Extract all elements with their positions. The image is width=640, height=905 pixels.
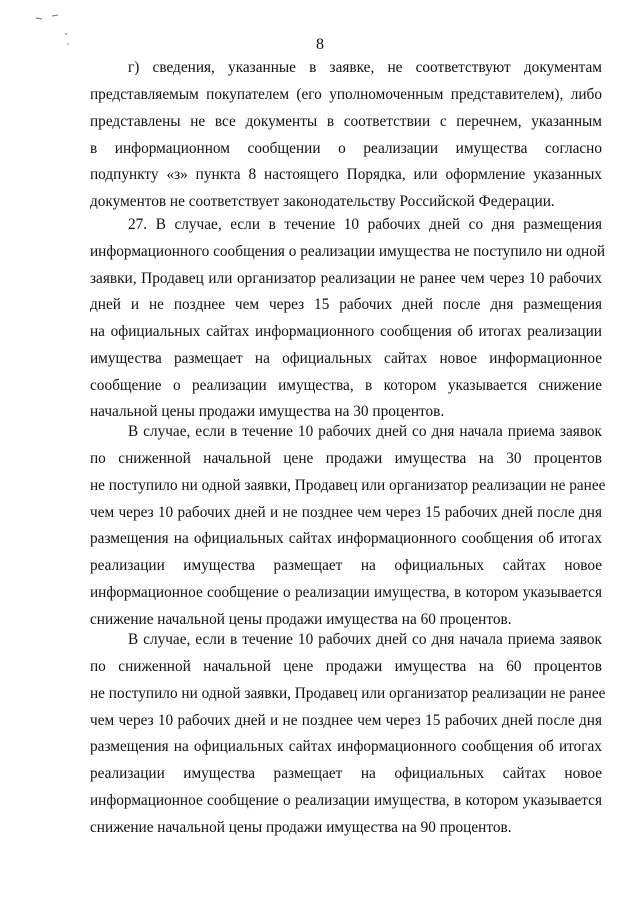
text-line: информационное сообщение о реализации имущества, в котором указывается [90, 792, 602, 809]
text-line: реализации имущества размещает на официальных сайтах новое [90, 557, 602, 574]
text-line: чем через 10 рабочих дней и не позднее чем через 15 рабочих дней после дня [90, 712, 602, 729]
text-line: 27. В случае, если в течение 10 рабочих дней со дня размещения [128, 216, 602, 233]
text-line: размещения на официальных сайтах информационного сообщения об итогах [90, 738, 602, 755]
text-line: информационного сообщения о реализации имущества не поступило ни одной [90, 243, 606, 260]
text-line: на официальных сайтах информационного сообщения об итогах реализации [90, 323, 602, 340]
text-line: представляемым покупателем (его уполномоченным представителем), либо [90, 86, 602, 103]
text-line: по сниженной начальной цене продажи имущества на 60 процентов [90, 658, 602, 675]
text-line: В случае, если в течение 10 рабочих дней со дня начала приема заявок [128, 631, 602, 648]
text-line: В случае, если в течение 10 рабочих дней со дня начала приема заявок [128, 423, 602, 440]
text-line: сообщение о реализации имущества, в котором указывается снижение [90, 377, 602, 394]
text-line: размещения на официальных сайтах информационного сообщения об итогах [90, 530, 602, 547]
text-line: реализации имущества размещает на официальных сайтах новое [90, 765, 602, 782]
text-line: подпункту «з» пункта 8 настоящего Порядка, или оформление указанных [90, 166, 602, 183]
text-line: в информационном сообщении о реализации имущества согласно [90, 140, 602, 157]
text-line: чем через 10 рабочих дней и не позднее чем через 15 рабочих дней после дня [90, 504, 602, 521]
text-line: по сниженной начальной цене продажи имущества на 30 процентов [90, 450, 602, 467]
text-line: информационное сообщение о реализации имущества, в котором указывается [90, 584, 602, 601]
text-line: заявки, Продавец или организатор реализации не ранее чем через 10 рабочих [90, 270, 602, 287]
page-number: 8 [316, 36, 324, 53]
text-line: представлены не все документы в соответствии с перечнем, указанным [90, 113, 602, 130]
text-line: дней и не позднее чем через 15 рабочих дней после дня размещения [90, 296, 602, 313]
text-line: имущества размещает на официальных сайтах новое информационное [90, 350, 602, 367]
text-line: начальной цены продажи имущества на 30 процентов. [90, 403, 445, 420]
text-line: не поступило ни одной заявки, Продавец или организатор реализации не ранее [90, 685, 606, 702]
text-line: снижение начальной цены продажи имущества на 60 процентов. [90, 611, 512, 628]
text-line: документов не соответствует законодательству Российской Федерации. [90, 193, 555, 210]
text-line: снижение начальной цены продажи имущества на 90 процентов. [90, 819, 512, 836]
text-line: г) сведения, указанные в заявке, не соответствуют документам [128, 59, 602, 76]
text-line: не поступило ни одной заявки, Продавец или организатор реализации не ранее [90, 477, 606, 494]
